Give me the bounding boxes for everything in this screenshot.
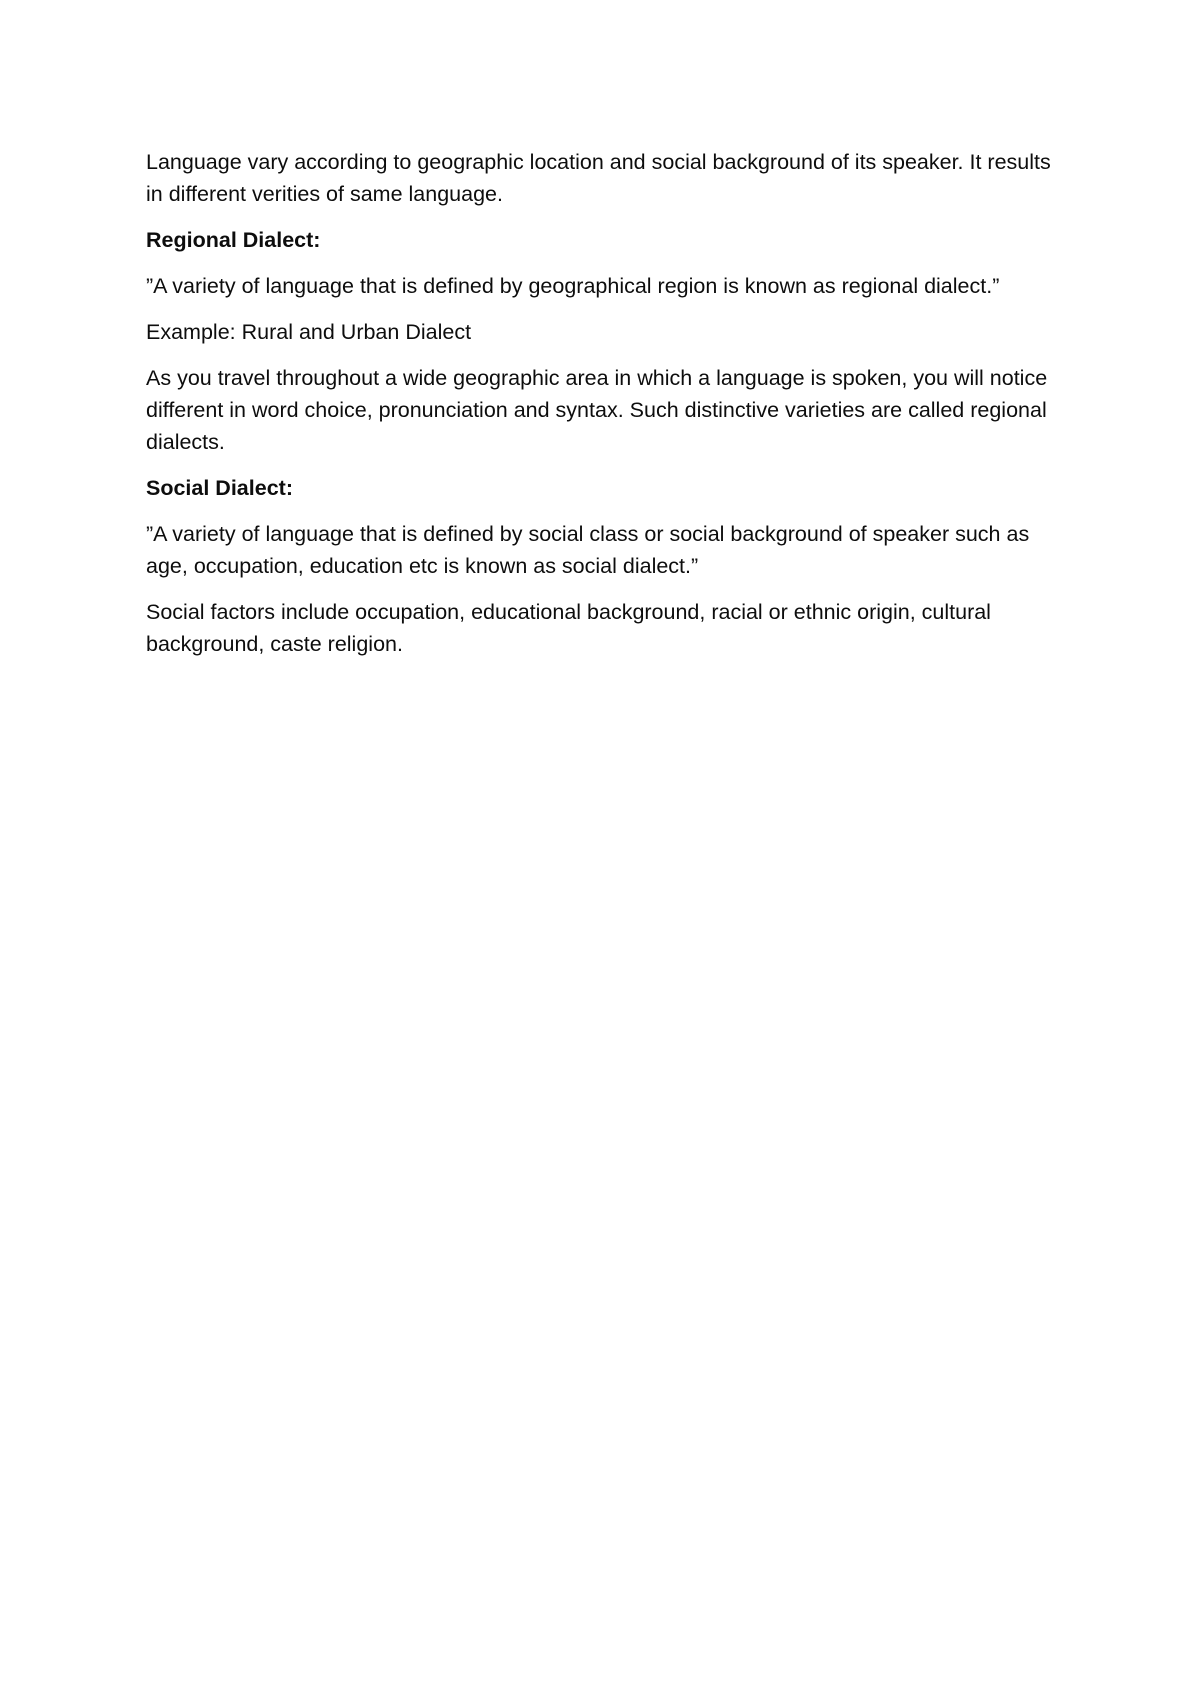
regional-dialect-definition: ”A variety of language that is defined by geographical region is known as regional dialect.” bbox=[146, 274, 1000, 298]
social-dialect-heading: Social Dialect: bbox=[146, 476, 293, 500]
regional-dialect-example: Example: Rural and Urban Dialect bbox=[146, 320, 472, 344]
regional-dialect-heading: Regional Dialect: bbox=[146, 228, 321, 252]
social-dialect-factors: Social factors include occupation, educational background, racial or ethnic origin, cultural background, caste religion. bbox=[146, 600, 991, 656]
social-dialect-definition: ”A variety of language that is defined by social class or social background of speaker such as age, occupation, education etc is known as social dialect.” bbox=[146, 522, 1030, 578]
intro-paragraph: Language vary according to geographic location and social background of its speaker. It results in different verities of same language. bbox=[146, 150, 1051, 206]
regional-dialect-description: As you travel throughout a wide geographic area in which a language is spoken, you will notice different in word choice, pronunciation and syntax. Such distinctive varieties are called regional dialects. bbox=[146, 366, 1048, 454]
document-body bbox=[146, 146, 1058, 674]
